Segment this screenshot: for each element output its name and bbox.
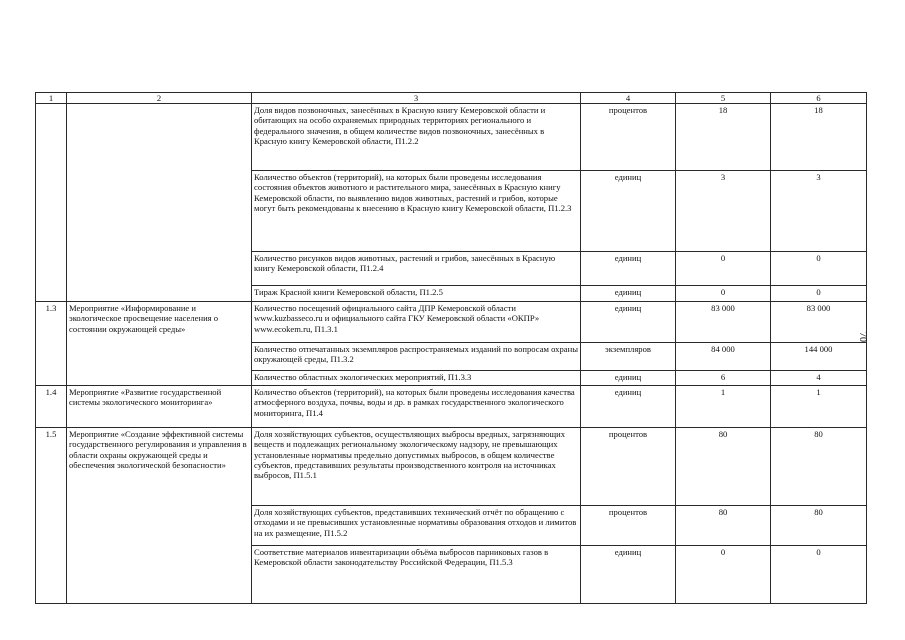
unit-cell: единиц	[581, 252, 676, 286]
value-col5-cell: 0	[676, 286, 771, 302]
indicator-cell: Количество объектов (территорий), на которых были проведены исследования качества атмосферного воздуха, почвы, воды и др. в рамках государственного экологического мониторинга, П1.4	[252, 386, 581, 428]
column-header-4: 4	[581, 93, 676, 104]
event-cell: Мероприятие «Развитие государственной системы экологического мониторинга»	[67, 386, 252, 428]
table-row	[36, 104, 867, 171]
unit-cell: единиц	[581, 302, 676, 343]
value-col5-cell: 18	[676, 104, 771, 171]
table-row	[36, 386, 867, 428]
value-col6-cell: 4	[771, 371, 867, 386]
value-col6-cell: 83 000	[771, 302, 867, 343]
row-number-cell: 1.4	[36, 386, 67, 428]
unit-cell: единиц	[581, 371, 676, 386]
value-col6-cell: 144 000	[771, 343, 867, 371]
unit-cell: единиц	[581, 286, 676, 302]
value-col5-cell: 83 000	[676, 302, 771, 343]
page-number: 70	[857, 332, 868, 342]
value-col6-cell: 0	[771, 286, 867, 302]
value-col5-cell: 3	[676, 171, 771, 252]
indicator-cell: Тираж Красной книги Кемеровской области, П1.2.5	[252, 286, 581, 302]
event-cell: Мероприятие «Создание эффективной системы государственного регулирования и управления в области охраны окружающей среды и обеспечения экологической безопасности»	[67, 428, 252, 604]
table-row	[36, 302, 867, 343]
unit-cell: единиц	[581, 546, 676, 604]
value-col6-cell: 3	[771, 171, 867, 252]
indicator-cell: Количество рисунков видов животных, растений и грибов, занесённых в Красную книгу Кемеровской области, П1.2.4	[252, 252, 581, 286]
value-col6-cell: 80	[771, 506, 867, 546]
value-col5-cell: 80	[676, 428, 771, 506]
indicator-cell: Количество посещений официального сайта ДПР Кемеровской области www.kuzbasseco.ru и официального сайта ГКУ Кемеровской области «ОКПР» www.ecokem.ru, П1.3.1	[252, 302, 581, 343]
column-header-5: 5	[676, 93, 771, 104]
value-col6-cell: 80	[771, 428, 867, 506]
indicator-cell: Количество отпечатанных экземпляров распространяемых изданий по вопросам охраны окружающей среды, П1.3.2	[252, 343, 581, 371]
value-col5-cell: 0	[676, 252, 771, 286]
column-header-2: 2	[67, 93, 252, 104]
value-col6-cell: 0	[771, 546, 867, 604]
event-cell: Мероприятие «Информирование и экологическое просвещение населения о состоянии окружающей среды»	[67, 302, 252, 386]
indicator-cell: Количество областных экологических мероприятий, П1.3.3	[252, 371, 581, 386]
indicators-table	[35, 92, 867, 604]
value-col6-cell: 0	[771, 252, 867, 286]
value-col6-cell: 18	[771, 104, 867, 171]
row-number-cell: 1.3	[36, 302, 67, 386]
indicator-cell: Доля хозяйствующих субъектов, осуществляющих выбросы вредных, загрязняющих веществ и подлежащих региональному экологическому надзору, не превышающих установленные нормативы предельно допустимых выбросов, в общем количестве субъектов, представивших результаты производственного контроля на источниках выбросов, П1.5.1	[252, 428, 581, 506]
column-header-3: 3	[252, 93, 581, 104]
indicator-cell: Соответствие материалов инвентаризации объёма выбросов парниковых газов в Кемеровской области законодательству Российской Федерации, П1.5.3	[252, 546, 581, 604]
indicator-cell: Доля видов позвоночных, занесённых в Красную книгу Кемеровской области и обитающих на особо охраняемых природных территориях регионального и федерального значения, в общем количестве видов позвоночных, занесённых в Красную книгу Кемеровской области, П1.2.2	[252, 104, 581, 171]
table-row	[36, 428, 867, 506]
indicator-cell: Доля хозяйствующих субъектов, представивших технический отчёт по обращению с отходами и не превысивших установленные нормативы образования отходов и лимитов на их размещение, П1.5.2	[252, 506, 581, 546]
value-col5-cell: 1	[676, 386, 771, 428]
table-header-row	[36, 93, 867, 104]
indicator-cell: Количество объектов (территорий), на которых были проведены исследования состояния объектов животного и растительного мира, занесённых в Красную книгу Кемеровской области, по выявлению видов животных, растений и грибов, которые могут быть рекомендованы к внесению в Красную книгу Кемеровской области, П1.2.3	[252, 171, 581, 252]
unit-cell: процентов	[581, 104, 676, 171]
event-cell	[67, 104, 252, 302]
value-col5-cell: 84 000	[676, 343, 771, 371]
value-col5-cell: 80	[676, 506, 771, 546]
column-header-1: 1	[36, 93, 67, 104]
value-col5-cell: 0	[676, 546, 771, 604]
row-number-cell	[36, 104, 67, 302]
value-col6-cell: 1	[771, 386, 867, 428]
column-header-6: 6	[771, 93, 867, 104]
value-col5-cell: 6	[676, 371, 771, 386]
unit-cell: процентов	[581, 428, 676, 506]
row-number-cell: 1.5	[36, 428, 67, 604]
unit-cell: экземпляров	[581, 343, 676, 371]
unit-cell: единиц	[581, 171, 676, 252]
unit-cell: процентов	[581, 506, 676, 546]
unit-cell: единиц	[581, 386, 676, 428]
